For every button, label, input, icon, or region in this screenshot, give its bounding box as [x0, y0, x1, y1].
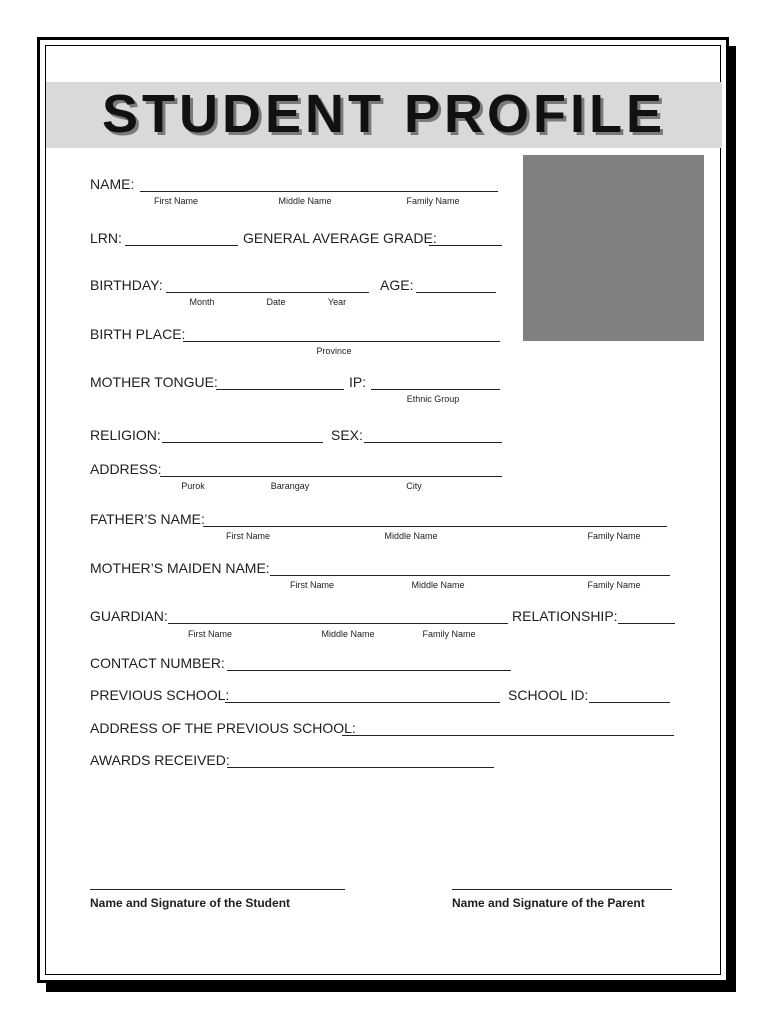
- ip-field[interactable]: [371, 389, 500, 390]
- birthday-year-hint: Year: [327, 297, 347, 307]
- mother-tongue-label: MOTHER TONGUE:: [90, 374, 218, 390]
- name-family-hint: Family Name: [406, 196, 460, 206]
- fathers-family-hint: Family Name: [587, 531, 641, 541]
- page-title: STUDENT PROFILE: [101, 84, 666, 144]
- fathers-first-hint: First Name: [225, 531, 271, 541]
- guardian-first-hint: First Name: [187, 629, 233, 639]
- mothers-maiden-name-field[interactable]: [270, 575, 670, 576]
- mothers-middle-hint: Middle Name: [411, 580, 465, 590]
- age-label: AGE:: [380, 277, 414, 293]
- student-signature-line[interactable]: [90, 889, 345, 890]
- mother-tongue-field[interactable]: [216, 389, 344, 390]
- birthday-field[interactable]: [166, 292, 369, 293]
- birth-place-province-hint: Province: [316, 346, 352, 356]
- previous-school-address-field[interactable]: [342, 735, 674, 736]
- parent-signature-label: Name and Signature of the Parent: [452, 896, 645, 910]
- fathers-middle-hint: Middle Name: [384, 531, 438, 541]
- awards-received-label: AWARDS RECEIVED:: [90, 752, 230, 768]
- age-field[interactable]: [416, 292, 496, 293]
- name-first-hint: First Name: [153, 196, 199, 206]
- relationship-field[interactable]: [618, 623, 675, 624]
- guardian-middle-hint: Middle Name: [321, 629, 375, 639]
- name-field[interactable]: [140, 191, 498, 192]
- general-average-label: GENERAL AVERAGE GRADE:: [243, 230, 437, 246]
- address-purok-hint: Purok: [181, 481, 205, 491]
- mothers-family-hint: Family Name: [587, 580, 641, 590]
- lrn-field[interactable]: [125, 245, 238, 246]
- previous-school-label: PREVIOUS SCHOOL:: [90, 687, 230, 703]
- birthday-month-hint: Month: [189, 297, 215, 307]
- fathers-name-label: FATHER’S NAME:: [90, 511, 205, 527]
- ip-label: IP:: [349, 374, 367, 390]
- birth-place-field[interactable]: [183, 341, 500, 342]
- photo-placeholder[interactable]: [523, 155, 704, 341]
- birthday-label: BIRTHDAY:: [90, 277, 163, 293]
- birth-place-label: BIRTH PLACE:: [90, 326, 186, 342]
- religion-field[interactable]: [162, 442, 323, 443]
- sex-field[interactable]: [364, 442, 502, 443]
- parent-signature-line[interactable]: [452, 889, 672, 890]
- address-barangay-hint: Barangay: [270, 481, 310, 491]
- ip-ethnic-group-hint: Ethnic Group: [406, 394, 460, 404]
- relationship-label: RELATIONSHIP:: [512, 608, 618, 624]
- mothers-first-hint: First Name: [289, 580, 335, 590]
- contact-number-field[interactable]: [227, 670, 511, 671]
- school-id-label: SCHOOL ID:: [508, 687, 589, 703]
- religion-label: RELIGION:: [90, 427, 161, 443]
- lrn-label: LRN:: [90, 230, 122, 246]
- address-city-hint: City: [406, 481, 422, 491]
- previous-school-field[interactable]: [225, 702, 500, 703]
- student-signature-label: Name and Signature of the Student: [90, 896, 291, 910]
- guardian-field[interactable]: [168, 623, 508, 624]
- birthday-date-hint: Date: [266, 297, 286, 307]
- address-field[interactable]: [160, 476, 502, 477]
- mothers-maiden-name-label: MOTHER’S MAIDEN NAME:: [90, 560, 270, 576]
- awards-received-field[interactable]: [227, 767, 494, 768]
- guardian-label: GUARDIAN:: [90, 608, 168, 624]
- contact-number-label: CONTACT NUMBER:: [90, 655, 225, 671]
- address-label: ADDRESS:: [90, 461, 162, 477]
- name-label: NAME:: [90, 176, 135, 192]
- general-average-field[interactable]: [429, 245, 502, 246]
- fathers-name-field[interactable]: [203, 526, 667, 527]
- guardian-family-hint: Family Name: [422, 629, 476, 639]
- name-middle-hint: Middle Name: [278, 196, 332, 206]
- school-id-field[interactable]: [589, 702, 670, 703]
- sex-label: SEX:: [331, 427, 363, 443]
- previous-school-address-label: ADDRESS OF THE PREVIOUS SCHOOL:: [90, 720, 356, 736]
